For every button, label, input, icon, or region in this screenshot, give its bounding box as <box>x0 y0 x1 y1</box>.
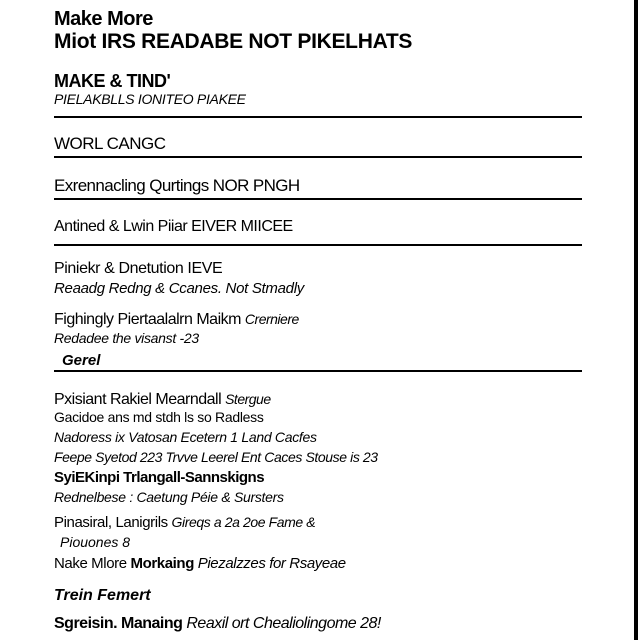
section-subtitle-make-tind: PIELAKBLLS IONITEO PIAKEE <box>54 91 246 107</box>
list-line: Rednelbese : Caetung Péie & Sursters <box>54 489 284 505</box>
section-subtitle-fighingly: Redadee the visanst -23 <box>54 330 199 346</box>
footer-line-tail: Reaxil ort Chealiolingome 28! <box>186 615 381 632</box>
section-title-fighingly-tail: Crerniere <box>244 311 299 327</box>
divider-rule <box>54 198 582 200</box>
section-subtitle-piniekr: Reaadg Redng & Ccanes. Not Stmadly <box>54 280 304 297</box>
list-line-tail: Gireqs a 2a 2oe Fame & <box>171 514 316 530</box>
section-label-gerel: Gerel <box>62 352 101 369</box>
footer-line <box>54 616 381 632</box>
footer-heading: Trein Femert <box>54 587 151 604</box>
section-title-fighingly <box>54 312 299 328</box>
section-title-worl-cangc: WORL CANGC <box>54 134 166 153</box>
list-line-main: Pxisiant Rakiel Mearndall <box>54 391 222 408</box>
section-title-antined: Antined & Lwin Piiar EIVER MIICEE <box>54 218 293 235</box>
list-line: Nadoress ix Vatosan Ecetern 1 Land Cacfes <box>54 429 317 445</box>
divider-rule <box>54 116 582 118</box>
header-line-1: Make More <box>54 8 153 30</box>
divider-rule <box>54 244 582 246</box>
list-line <box>54 392 271 408</box>
section-title-make-tind: MAKE & TIND' <box>54 71 171 91</box>
list-line: Gacidoe ans md stdh ls so Radless <box>54 409 264 425</box>
list-line: Feepe Syetod 223 Trvve Leerel Ent Caces Stouse is 23 <box>54 449 378 465</box>
header-line-2: Miot IRS READABE NOT PIKELHATS <box>54 30 413 53</box>
list-line: SyiEKinpi Trlangall-Sannskigns <box>54 469 265 486</box>
divider-rule <box>54 156 582 158</box>
footer-line-lead: Sgreisin. Manaing <box>54 615 183 632</box>
page-edge <box>634 0 638 640</box>
section-title-fighingly-main: Fighingly Piertaalalrn Maikm <box>54 311 241 328</box>
list-line-main: Pinasiral, Lanigrils <box>54 514 168 531</box>
list-line-tail: Stergue <box>225 391 271 407</box>
list-line-bold: Morkaing <box>130 555 194 572</box>
list-line <box>54 515 315 530</box>
section-title-piniekr: Piniekr & Dnetution IEVE <box>54 260 223 277</box>
divider-rule <box>54 370 582 372</box>
list-line-tail: Piezalzzes for Rsayeae <box>197 555 346 572</box>
list-line <box>54 556 346 571</box>
list-line-main: Nake Mlore <box>54 555 127 572</box>
section-title-exrennacling: Exrennacling Qurtings NOR PNGH <box>54 176 300 195</box>
list-line: Piouones 8 <box>60 534 131 550</box>
